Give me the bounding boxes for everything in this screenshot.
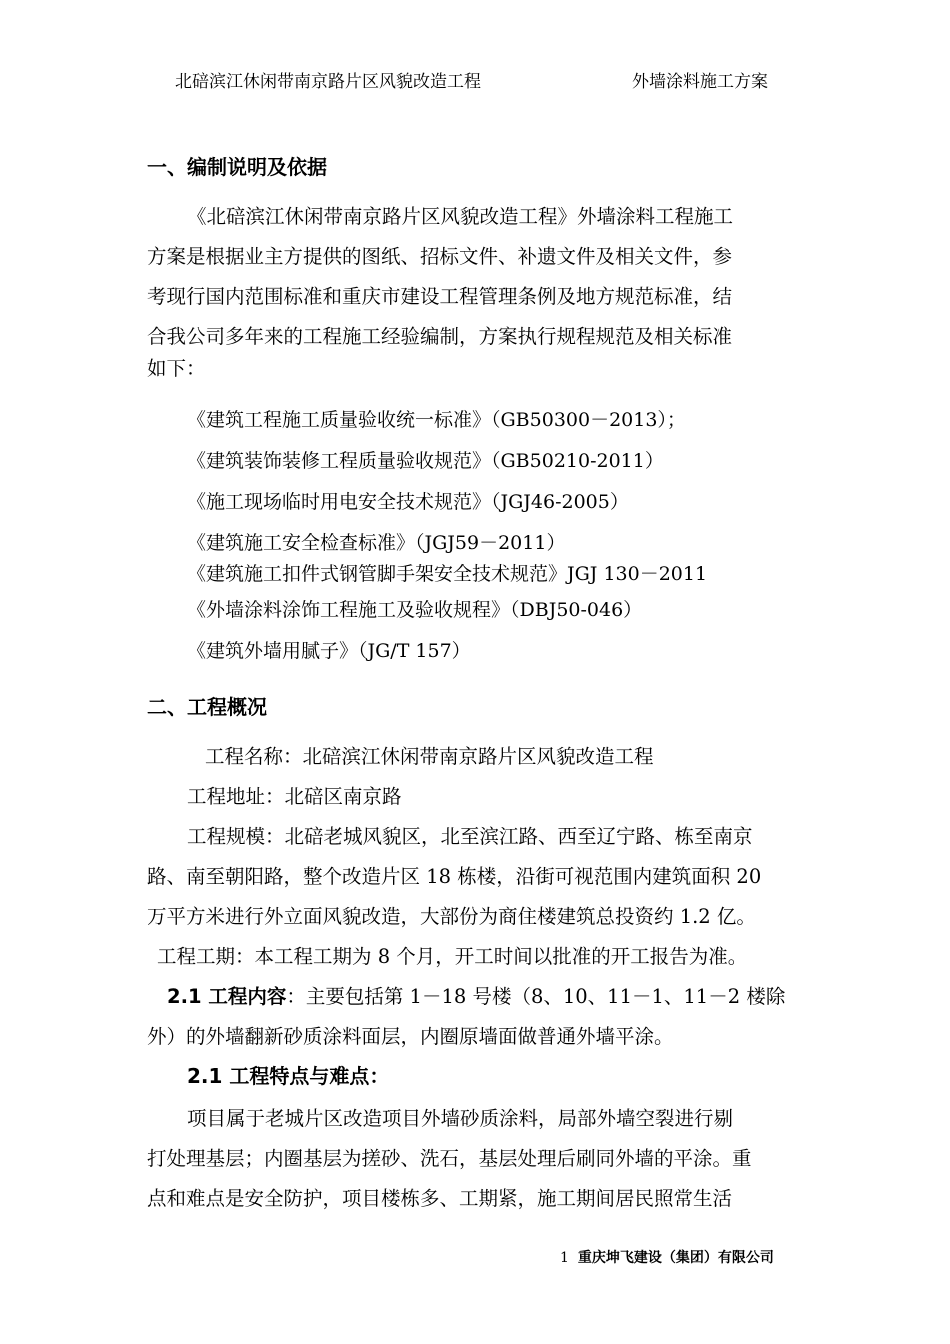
intro-line-1: 《北碚滨江休闲带南京路片区风貌改造工程》外墙涂料工程施工 — [187, 205, 734, 228]
work-content-text: ：主要包括第 1－18 号楼（8、10、11－1、11－2 楼除 — [286, 985, 786, 1008]
project-name-line: 工程名称：北碚滨江休闲带南京路片区风貌改造工程 — [205, 745, 654, 768]
section2-heading: 二、工程概况 — [147, 695, 267, 719]
intro-line-3: 考现行国内范围标准和重庆市建设工程管理条例及地方规范标准，结 — [147, 285, 733, 308]
header-doc-title: 外墙涂料施工方案 — [632, 72, 768, 92]
reference-item: 《施工现场临时用电安全技术规范》（JGJ46-2005） — [187, 491, 629, 513]
project-scale-line-1: 工程规模：北碚老城风貌区，北至滨江路、西至辽宁路、栋至南京 — [187, 825, 753, 848]
intro-line-5: 如下： — [147, 357, 206, 380]
intro-line-2: 方案是根据业主方提供的图纸、招标文件、补遗文件及相关文件，参 — [147, 245, 733, 268]
project-period-line: 工程工期：本工程工期为 8 个月，开工时间以批准的开工报告为准。 — [157, 945, 748, 968]
features-line-2: 打处理基层；内圈基层为搓砂、洗石，基层处理后刷同外墙的平涂。重 — [147, 1147, 752, 1170]
project-scale-line-3: 万平方米进行外立面风貌改造，大部份为商住楼建筑总投资约 1.2 亿。 — [147, 905, 756, 928]
work-content-line-1 — [167, 978, 785, 1017]
reference-item: 《建筑施工扣件式钢管脚手架安全技术规范》JGJ 130－2011 — [187, 563, 708, 585]
page-number: 1 — [560, 1250, 569, 1266]
company-name: 重庆坤飞建设（集团）有限公司 — [577, 1250, 774, 1266]
features-heading: 2.1 工程特点与难点： — [187, 1064, 390, 1088]
footer — [560, 1247, 774, 1267]
project-address-line: 工程地址：北碚区南京路 — [187, 785, 402, 808]
reference-item: 《外墙涂料涂饰工程施工及验收规程》（DBJ50-046） — [187, 599, 643, 621]
reference-item: 《建筑工程施工质量验收统一标准》（GB50300－2013）； — [187, 409, 686, 431]
work-content-label: 2.1 工程内容 — [167, 985, 287, 1008]
project-scale-line-2: 路、南至朝阳路，整个改造片区 18 栋楼，沿街可视范围内建筑面积 20 — [147, 865, 762, 888]
header-project: 北碚滨江休闲带南京路片区风貌改造工程 — [175, 72, 481, 92]
reference-item: 《建筑施工安全检查标准》（JGJ59－2011） — [187, 532, 566, 554]
reference-item: 《建筑外墙用腻子》（JG/T 157） — [187, 640, 471, 662]
features-line-1: 项目属于老城片区改造项目外墙砂质涂料，局部外墙空裂进行剔 — [187, 1107, 734, 1130]
work-content-line-2: 外）的外墙翻新砂质涂料面层，内圈原墙面做普通外墙平涂。 — [147, 1025, 674, 1048]
reference-item: 《建筑装饰装修工程质量验收规范》（GB50210-2011） — [187, 450, 664, 472]
section1-heading: 一、编制说明及依据 — [147, 155, 327, 179]
intro-line-4: 合我公司多年来的工程施工经验编制，方案执行规程规范及相关标准 — [147, 325, 733, 348]
features-line-3: 点和难点是安全防护，项目楼栋多、工期紧，施工期间居民照常生活 — [147, 1187, 733, 1210]
